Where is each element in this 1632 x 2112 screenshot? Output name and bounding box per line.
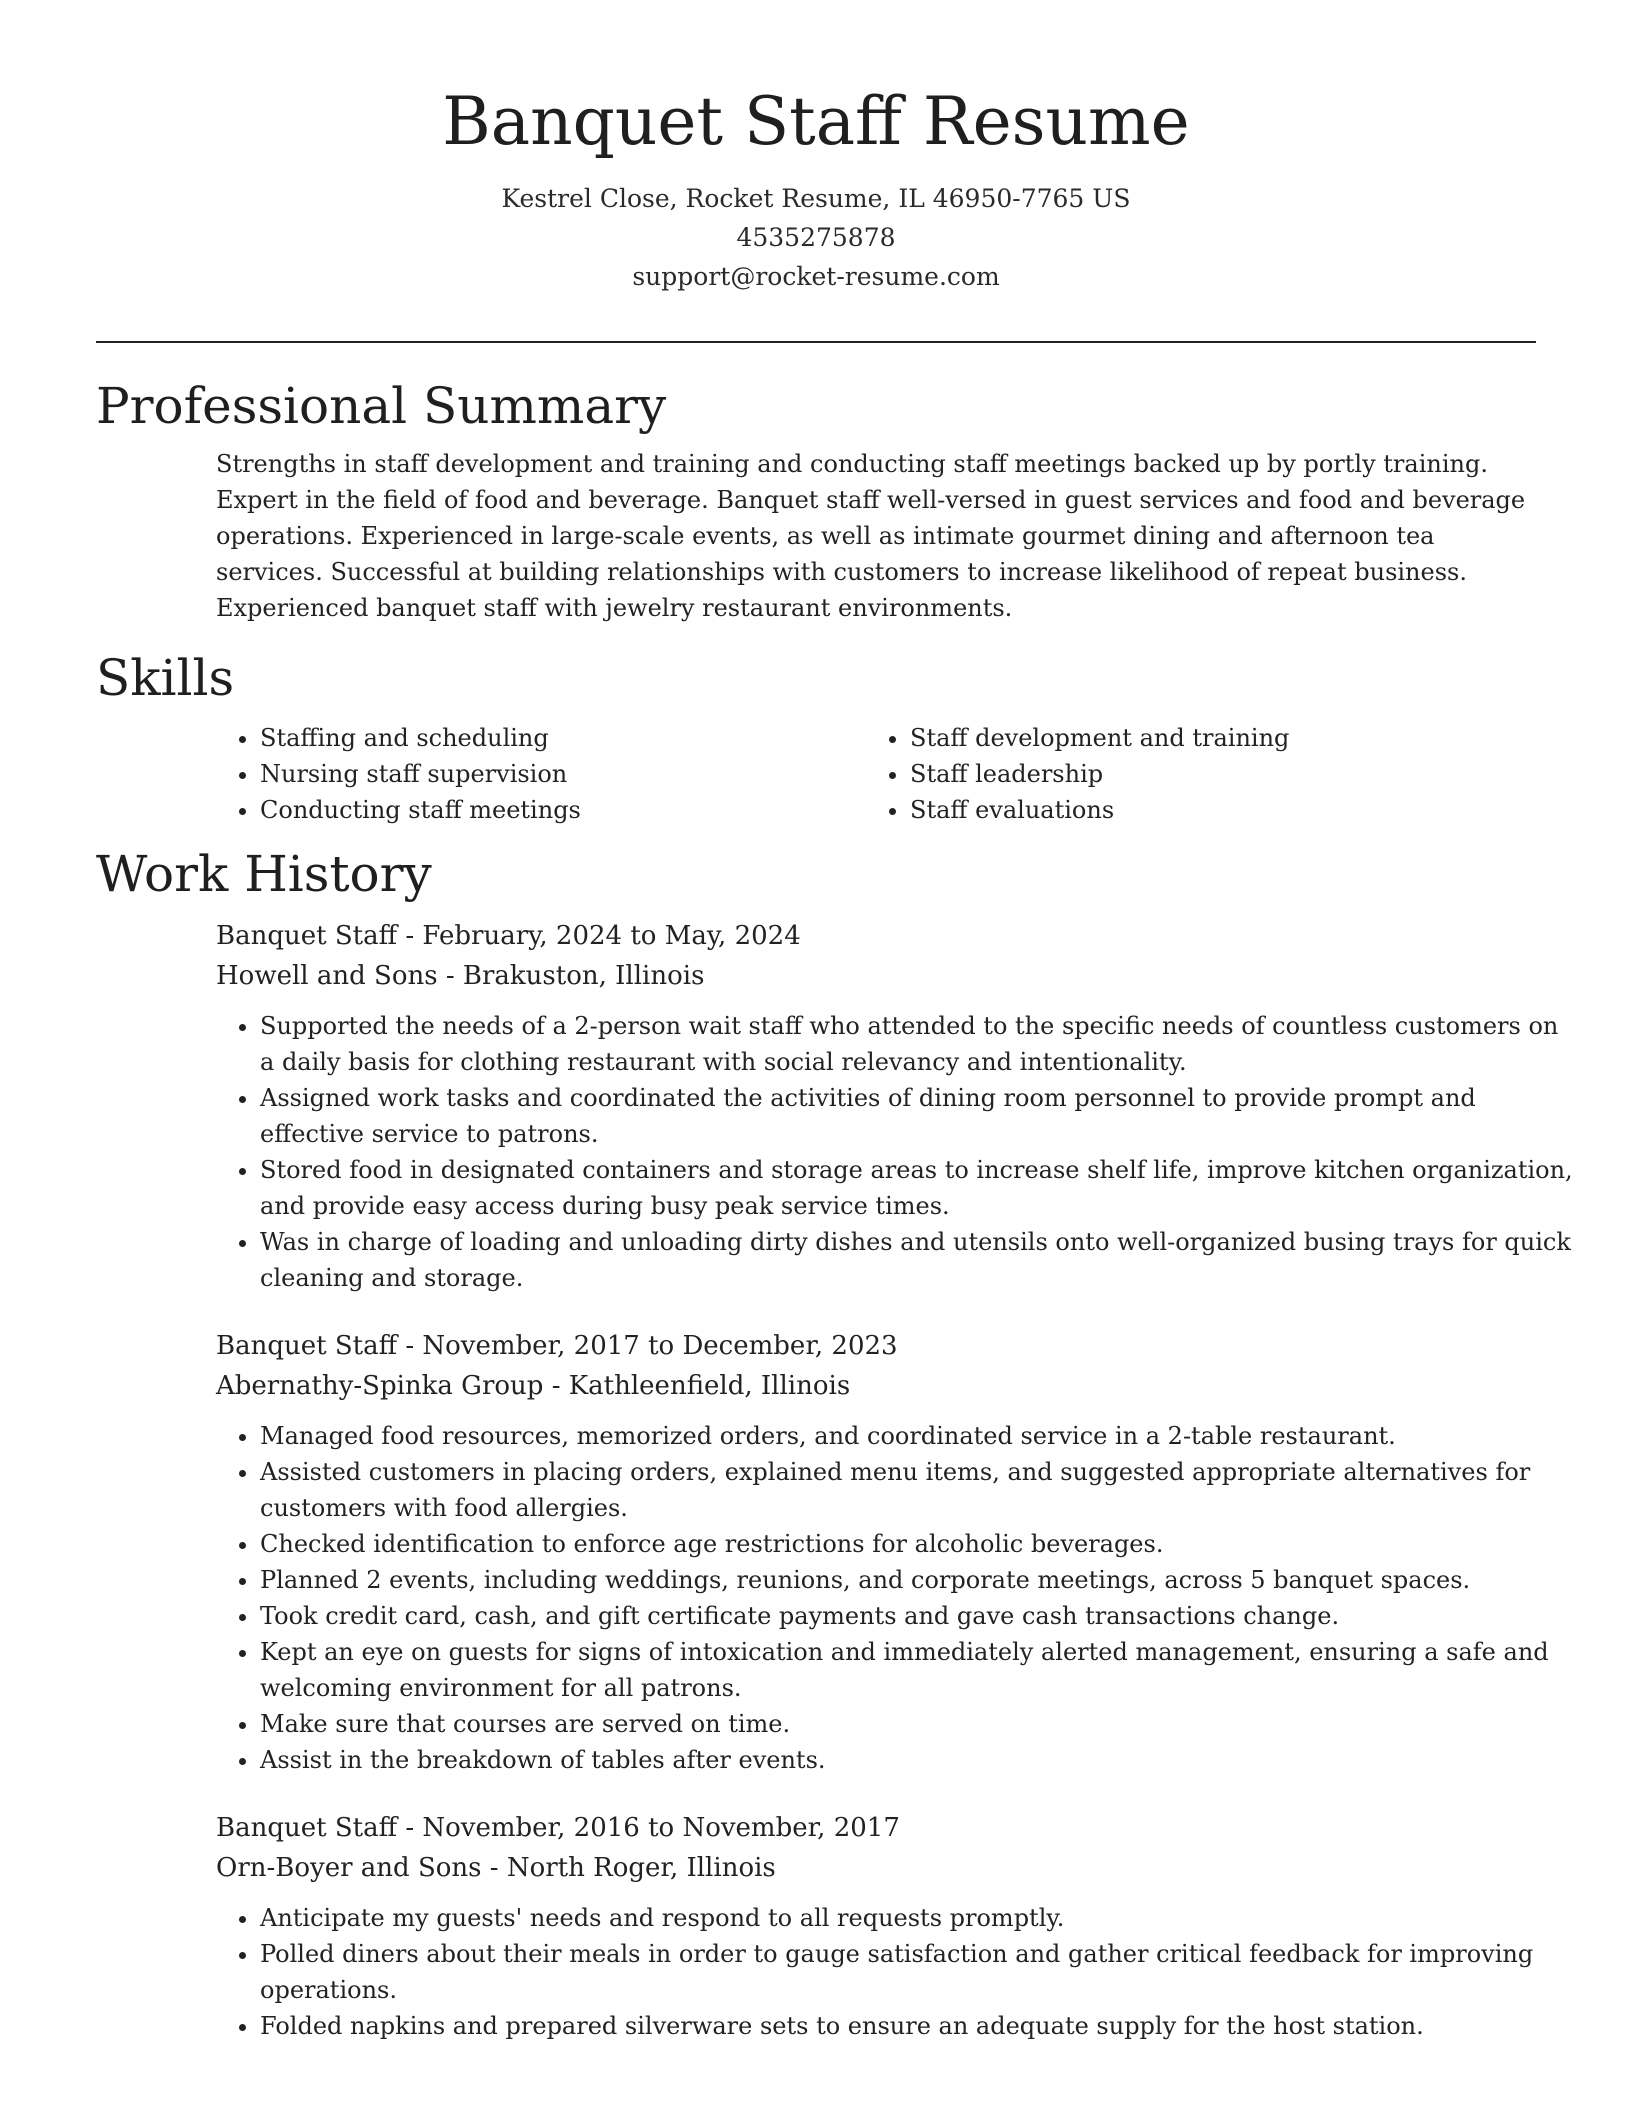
skill-item: • Conducting staff meetings [260,792,866,828]
job-bullet: • Folded napkins and prepared silverware sets to ensure an adequate supply for the host station. [260,2008,1580,2044]
job-bullet: • Stored food in designated containers and storage areas to increase shelf life, improve kitchen organization, and provide easy access during busy peak service times. [260,1152,1580,1224]
job-bullets [216,1900,1580,2044]
job-entry [216,1326,1549,1778]
job-bullet: • Managed food resources, memorized orders, and coordinated service in a 2-table restaurant. [260,1418,1580,1454]
job-bullet: • Planned 2 events, including weddings, reunions, and corporate meetings, across 5 banquet spaces. [260,1562,1580,1598]
skill-item: • Staffing and scheduling [260,720,866,756]
job-bullet: • Was in charge of loading and unloading dirty dishes and utensils onto well-organized busing trays for quick cleaning and storage. [260,1224,1580,1296]
job-bullet: • Took credit card, cash, and gift certificate payments and gave cash transactions change. [260,1598,1580,1634]
work-history-heading: Work History [96,845,432,903]
resume-header [0,0,1632,296]
work-history-section [96,844,1573,2044]
skills-list-left [216,720,866,828]
job-bullets [216,1008,1580,1296]
job-bullet: • Assisted customers in placing orders, explained menu items, and suggested appropriate alternatives for customers with food allergies. [260,1454,1580,1526]
job-title-line: Banquet Staff - November, 2016 to November, 2017 [216,1813,900,1843]
skills-grid [216,720,1536,828]
summary-heading: Professional Summary [96,377,667,435]
job-entry [216,916,1573,1296]
contact-info [0,179,1632,296]
skills-section [96,648,1536,828]
contact-address: Kestrel Close, Rocket Resume, IL 46950-7765 US [501,184,1131,214]
skill-item: • Staff leadership [910,756,1516,792]
job-entry [216,1808,1536,2044]
job-bullet: • Anticipate my guests' needs and respond to all requests promptly. [260,1900,1580,1936]
job-company-line: Orn-Boyer and Sons - North Roger, Illinois [216,1853,776,1883]
skill-item: • Staff development and training [910,720,1516,756]
job-bullet: • Assigned work tasks and coordinated the activities of dining room personnel to provide prompt and effective service to patrons. [260,1080,1580,1152]
summary-text: Strengths in staff development and training and conducting staff meetings backed up by portly training. Expert in the field of food and beverage. Banquet staff well-versed in guest services and food and beverage operations. Experienced in large-scale events, as well as intimate gourmet dining and afternoon tea services. Successful at building relationships with customers to increase likelihood of repeat business. Experienced banquet staff with jewelry restaurant environments. [216,450,1526,622]
header-divider [96,341,1536,343]
resume-title: Banquet Staff Resume [442,83,1190,160]
job-company-line: Abernathy-Spinka Group - Kathleenfield, Illinois [216,1371,851,1401]
job-bullet: • Checked identification to enforce age restrictions for alcoholic beverages. [260,1526,1580,1562]
job-title-line: Banquet Staff - November, 2017 to December, 2023 [216,1331,898,1361]
skill-item: • Staff evaluations [910,792,1516,828]
job-bullet: • Kept an eye on guests for signs of intoxication and immediately alerted management, ensuring a safe and welcoming environment for all patrons. [260,1634,1580,1706]
job-bullet: • Polled diners about their meals in order to gauge satisfaction and gather critical feedback for improving operations. [260,1936,1580,2008]
contact-email: support@rocket-resume.com [632,262,1000,292]
skills-list-right [866,720,1516,828]
job-bullets [216,1418,1580,1778]
contact-phone: 4535275878 [736,223,896,253]
skills-heading: Skills [96,649,235,707]
job-bullet: • Supported the needs of a 2-person wait staff who attended to the specific needs of countless customers on a daily basis for clothing restaurant with social relevancy and intentionality. [260,1008,1580,1080]
job-bullet: • Make sure that courses are served on time. [260,1706,1580,1742]
skill-item: • Nursing staff supervision [260,756,866,792]
job-company-line: Howell and Sons - Brakuston, Illinois [216,961,705,991]
job-bullet: • Assist in the breakdown of tables after events. [260,1742,1580,1778]
job-title-line: Banquet Staff - February, 2024 to May, 2024 [216,921,801,951]
resume-content [96,376,1573,2044]
summary-section [96,376,1536,626]
